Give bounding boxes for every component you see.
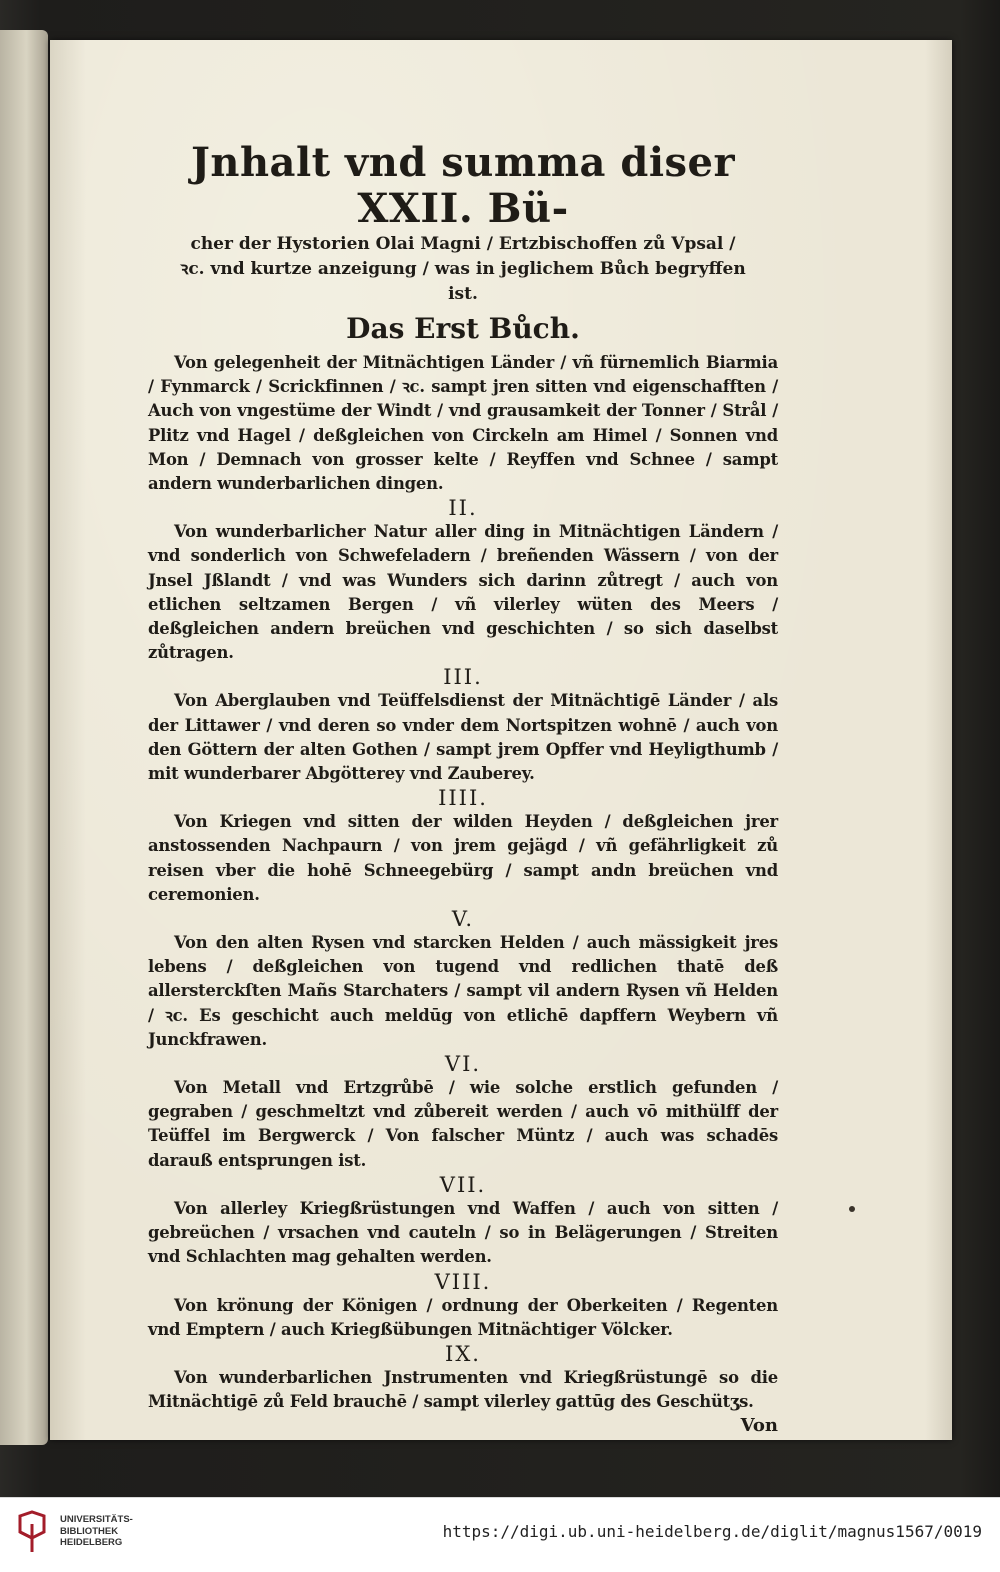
- permalink[interactable]: https://digi.ub.uni-heidelberg.de/diglit/magnus1567/0019: [442, 1522, 982, 1541]
- book-summary: Von Metall vnd Ertzgrůbē / wie solche erstlich gefunden / gegraben / geschmeltzt vnd zůbereit werden / auch vō mithülff der Teüffel im Bergwerck / Von falscher Müntz / auch was schadēs darauß entsprungen ist.: [148, 1078, 778, 1170]
- book-summary: Von wunderbarlichen Jnstrumenten vnd Kriegßrüstungē so die Mitnächtigē zů Feld brauchē / sampt vilerley gattūg des Geschütʒs.: [148, 1367, 778, 1412]
- library-name-line: UNIVERSITÄTS-: [60, 1514, 133, 1525]
- book-heading: Das Erst Bůch.: [346, 312, 580, 345]
- book-number: IIII.: [438, 786, 488, 811]
- book-number: VI.: [444, 1052, 482, 1077]
- page-title: Jnhalt vnd summa diser XXII. Bü-: [190, 139, 736, 232]
- entries-list: [148, 351, 778, 1414]
- book-summary: Von den alten Rysen vnd starcken Helden / auch mässigkeit jres lebens / deßgleichen von tugend vnd redlichen thatē deß allersterckſten Mañs Starchaters / sampt vil andern Rysen vñ Helden / ꝛc. Es geschicht auch meldūg von etlichē dapffern Weybern vñ Junckfrawen.: [148, 933, 778, 1049]
- university-logo-icon: [12, 1510, 52, 1554]
- book-summary: Von Kriegen vnd sitten der wilden Heyden / deßgleichen jrer anstossenden Nachpaurn / von jrem gejägd / vñ gefährligkeit zů reisen vber die hohē Schneegebürg / sampt andn breüchen vnd ceremonien.: [148, 812, 778, 904]
- paper-speck: [849, 1206, 855, 1212]
- page-subtitle: cher der Hystorien Olai Magni / Ertzbischoffen zů Vpsal / ꝛc. vnd kurtze anzeigung / was in jeglichem Bůch begryffen ist.: [180, 234, 746, 304]
- footer-bar: [0, 1497, 1000, 1572]
- book-number: II.: [448, 496, 478, 521]
- book-number: V.: [451, 907, 475, 932]
- book-number: VII.: [439, 1172, 487, 1197]
- facing-page-edge: [0, 30, 48, 1445]
- book-summary: Von allerley Kriegßrüstungen vnd Waffen / auch von sitten / gebreüchen / vrsachen vnd cauteln / so in Belägerungen / Streiten vnd Schlachten mag gehalten werden.: [148, 1198, 778, 1267]
- catchword: Von: [740, 1415, 778, 1437]
- library-name: [60, 1514, 133, 1549]
- book-summary: Von wunderbarlicher Natur aller ding in Mitnächtigen Ländern / vnd sonderlich von Schwefeladern / breñenden Wässern / von der Jnsel Jßlandt / vnd was Wunders sich darinn zůtregt / auch von etlichen seltzamen Bergen / vñ vilerley wüten des Meers / deßgleichen andern breüchen vnd geschichten / so sich daselbst zůtragen.: [148, 522, 778, 663]
- page-text: [148, 140, 778, 1438]
- book-summary: Von gelegenheit der Mitnächtigen Länder / vñ fürnemlich Biarmia / Fynmarck / Scrickfinnen / ꝛc. sampt jren sitten vnd eigenschafften / Auch von vngestüme der Windt / vnd grausamkeit der Tonner / Strål / Plitz vnd Hagel / deßgleichen von Circkeln am Himel / Sonnen vnd Mon / Demnach von grosser kelte / Reyffen vnd Schnee / sampt andern wunderbarlichen dingen.: [148, 353, 778, 494]
- book-number: III.: [443, 665, 483, 690]
- library-name-line: BIBLIOTHEK: [60, 1525, 119, 1537]
- book-summary: Von krönung der Königen / ordnung der Oberkeiten / Regenten vnd Emptern / auch Kriegßübungen Mitnächtiger Völcker.: [148, 1295, 778, 1339]
- library-name-line: HEIDELBERG: [60, 1537, 123, 1548]
- book-summary: Von Aberglauben vnd Teüffelsdienst der Mitnächtigē Länder / als der Littawer / vnd deren so vnder dem Nortspitzen wohnē / auch von den Göttern der alten Gothen / sampt jrem Opffer vnd Heyligthumb / mit wunderbarer Abgötterey vnd Zauberey.: [148, 691, 778, 784]
- book-number: IX.: [445, 1341, 481, 1366]
- book-number: VIII.: [434, 1269, 492, 1294]
